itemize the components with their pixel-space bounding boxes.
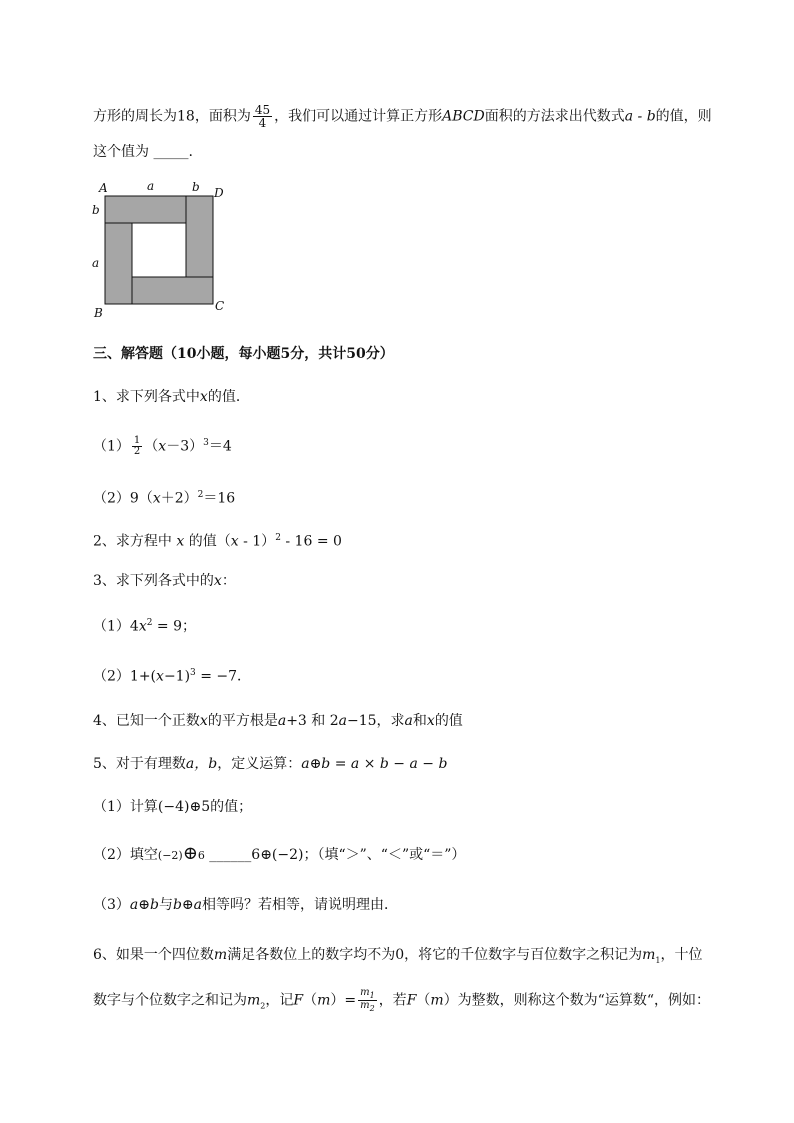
label-a-left: a [92,256,100,270]
q4-text: +3 和 2 [286,713,339,729]
q5-text: 的值； [210,799,253,815]
q6-text: ，若 [378,992,407,1009]
var-a: a [338,713,347,729]
label-a-top: a [147,179,155,193]
q6-text: 数字与个位数字之和记为 [93,992,247,1009]
fraction-m1-m2 [358,988,377,1013]
exponent: 3 [203,438,209,448]
q5-text: ，定义运算： [217,756,302,772]
fraction-denominator: 4 [258,116,267,130]
part-label: （2）9（ [93,490,153,507]
var-a: a [404,713,413,729]
q3-text: 1+( [129,668,157,685]
q4-text: −15，求 [347,713,405,729]
q5-expression: 6 [197,849,205,862]
expression: a - b [624,108,656,125]
var-F: F [293,992,304,1009]
rect-left [105,223,132,304]
q6-text: ）= [330,992,357,1009]
q5-expression: (−4)⊕5 [157,799,211,815]
intro-text: ，我们可以通过计算正方形 [274,108,443,125]
q1-text: ＝4 [208,438,232,455]
subscript: 2 [369,1004,375,1013]
q1-stem [93,386,250,408]
oplus-symbol: ⊕ [182,843,198,864]
q6-text: （ [416,992,431,1009]
var-x: x [213,573,222,589]
var-x: x [426,713,435,729]
q3-text: 3、求下列各式中的 [93,573,214,589]
square-figure [88,178,248,328]
fraction-denominator: 2 [133,446,141,458]
fraction-numerator: 1 [133,435,141,447]
var-m2: m [360,1000,370,1011]
q4-text: 4、已知一个正数 [93,713,200,729]
q6-text: ）为整数，则称这个数为“运算数“，例如： [443,992,711,1009]
q3-text: = −7． [195,668,252,685]
var-m: m [430,992,444,1009]
var-x: x [152,490,161,507]
q1-text: ＝16 [203,490,236,507]
part-label: （2）填空 [93,847,158,863]
var-x: x [230,533,239,550]
q6-text: 满足各数位上的数字均不为0，将它的千位数字与百位数字之积记为 [227,947,643,963]
q5-part2 [93,843,465,867]
inner-square [132,223,186,277]
q4-text: 的平方根是 [207,713,278,729]
part-label: （1） [93,618,130,635]
var-x: x [199,389,208,405]
section-heading: 三、解答题（10小题，每小题5分，共计50分） [93,346,394,362]
part-label: （3） [93,897,130,913]
intro-text: 这个值为 [93,144,149,160]
label-B: B [94,306,103,320]
q3-text: = 9； [152,618,197,635]
q3-part1 [93,612,196,638]
var-m1: m [360,987,370,998]
q6-line-2 [93,988,710,1017]
q5-expression: a⊕b [129,897,159,913]
q2-text: 2、求方程中 [93,533,172,550]
rect-bottom [132,277,213,304]
q5-text: 5、对于有理数 [93,756,186,772]
fraction-numerator: 45 [254,103,271,117]
q3-text: −1) [163,668,191,685]
q1-text: （ [144,438,159,455]
intro-text: 面积的方法求出代数式 [484,108,625,125]
q6-text: （ [303,992,318,1009]
answer-blank: _____ [153,144,189,160]
subscript: 1 [369,991,375,1000]
q3-text: 4 [129,618,139,635]
var-x: x [138,618,147,635]
var-m: m [213,947,228,963]
q4-stem [93,710,463,732]
q6-text: ，记 [265,992,294,1009]
label-b-top: b [192,180,200,194]
exponent: 2 [197,490,204,500]
q5-text: 与 [158,897,173,913]
q6-line-1 [93,944,702,972]
q4-text: 的值 [434,713,463,729]
var-m2: m [247,992,261,1009]
q1-text: －3） [166,438,204,455]
intro-line-2 [93,141,193,163]
q5-part3 [93,894,398,916]
q3-part2 [93,662,251,688]
q1-part1 [93,432,232,458]
q2-text: - 1） [243,533,276,550]
q5-part1 [93,796,252,818]
operation-definition: a⊕b = a × b − a − b [301,756,448,772]
subscript: 2 [260,1001,266,1011]
q6-text: ，十位 [660,947,703,963]
var-m1: m [642,947,656,963]
answer-blank: ______ [209,847,252,863]
q1-part2 [93,484,235,510]
var-x: x [199,713,208,729]
exponent: 2 [275,533,281,543]
intro-text: . [188,144,193,160]
label-b-left: b [92,203,100,217]
q5-expression: (−2) [157,849,183,862]
subscript: 1 [655,955,661,965]
var-x: x [176,533,185,550]
var-x: x [158,438,167,455]
q1-text: ＋2） [160,490,198,507]
q5-expression: 6⊕(−2) [251,847,304,863]
rect-right [186,196,213,277]
var-x: x [156,668,164,685]
q1-text: 1、求下列各式中 [93,389,200,405]
exponent: 2 [146,618,153,628]
fraction-denominator [358,1001,377,1013]
exponent: 3 [190,668,196,678]
q2-text: - 16 = 0 [280,533,342,550]
q5-expression: b⊕a [172,897,203,913]
q2-stem [93,527,342,553]
part-label: （1） [93,438,130,455]
var-F: F [406,992,417,1009]
fraction-45-4 [253,104,272,129]
intro-line-1 [93,104,712,129]
square-name: ABCD [442,108,485,125]
vars-ab: a，b [185,756,218,772]
intro-text: 的值，则 [655,108,712,125]
part-label: （2） [93,668,130,685]
q5-stem [93,753,447,775]
fraction-one-half [132,436,142,457]
q2-text: 的值（ [188,533,231,550]
q3-text: ： [221,573,236,589]
label-A: A [99,181,108,195]
part-label: （1）计算 [93,799,158,815]
var-a: a [277,713,287,729]
rect-top [105,196,186,223]
label-D: D [214,186,224,200]
q4-text: 和 [412,713,427,729]
intro-text: 方形的周长为18，面积为 [93,108,251,125]
q1-text: 的值． [207,389,250,405]
q5-text: 相等吗？若相等，请说明理由． [202,897,399,913]
q6-text: 6、如果一个四位数 [93,947,214,963]
q3-stem [93,570,236,592]
label-C: C [215,299,225,313]
var-m: m [317,992,331,1009]
q5-text: ；（填“＞”、“＜”或“＝”） [303,847,466,863]
